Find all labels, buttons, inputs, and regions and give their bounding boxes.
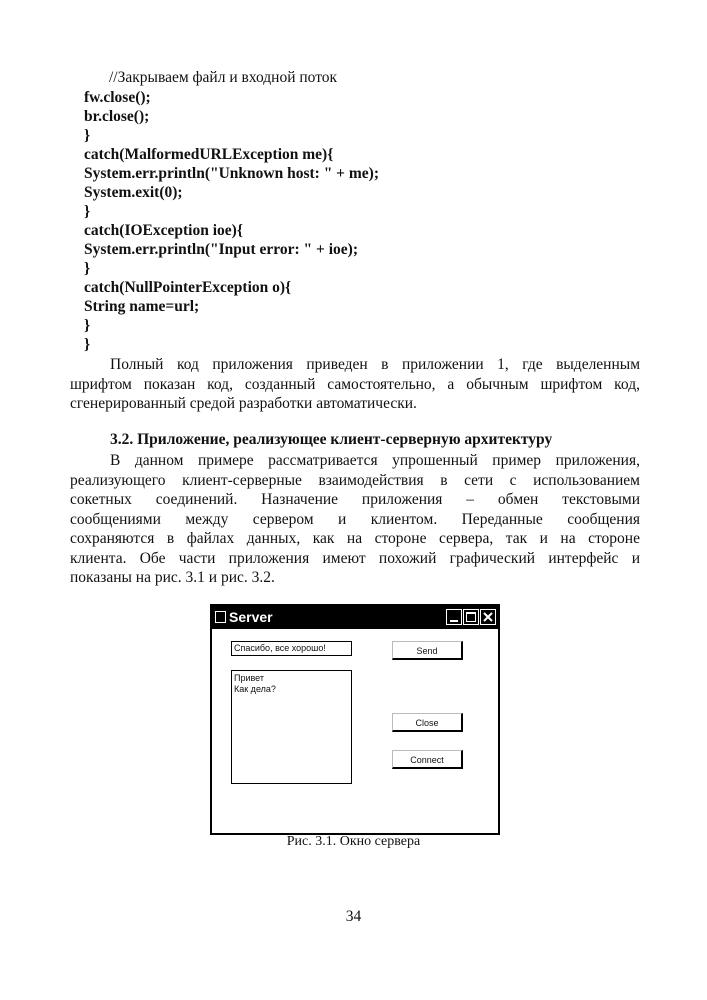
send-button[interactable]: Send <box>392 641 463 660</box>
paragraph-code-note <box>70 355 640 414</box>
code-line: } <box>84 203 91 220</box>
paragraph-line: показаны на рис. 3.1 и рис. 3.2. <box>70 569 275 586</box>
section-heading: 3.2. Приложение, реализующее клиент-серверную архитектуру <box>110 431 553 448</box>
paragraph-line: сообщениями между сервером и клиентом. Переданные сообщения <box>70 510 640 528</box>
code-line: catch(NullPointerException o){ <box>84 279 292 296</box>
paragraph-line: В данном примере рассматривается упрошенный пример приложения, <box>110 452 640 469</box>
paragraph-line: шрифтом показан код, созданный самостоятельно, а обычным шрифтом код, <box>70 375 640 393</box>
page-number: 34 <box>345 908 362 925</box>
code-line: System.err.println("Input error: " + ioe); <box>84 241 359 258</box>
paragraph-description <box>70 451 640 588</box>
paragraph-line: сгенерированный средой разработки автоматически. <box>70 395 417 412</box>
paragraph-line: реализующего клиент-серверные взаимодействия в сети с использованием <box>70 471 640 489</box>
window-titlebar <box>212 606 498 629</box>
app-icon <box>215 611 226 623</box>
paragraph-line: клиента. Обе части приложения имеют похожий графический интерфейс и <box>70 549 640 567</box>
code-line: String name=url; <box>84 298 200 315</box>
code-line: System.exit(0); <box>84 184 183 201</box>
close-icon[interactable] <box>480 609 496 625</box>
message-input[interactable]: Спасибо, все хорошо! <box>231 641 352 656</box>
code-line: } <box>84 260 91 277</box>
code-line: } <box>84 336 91 353</box>
code-line: } <box>84 127 91 144</box>
paragraph-line: сохраняются в файлах данных, как на стороне сервера, так и на стороне <box>70 530 640 547</box>
code-line: br.close(); <box>84 108 150 125</box>
code-comment: //Закрываем файл и входной поток <box>109 69 338 86</box>
paragraph-line: Полный код приложения приведен в приложении 1, где выделенным <box>110 356 640 373</box>
close-button[interactable]: Close <box>392 713 463 732</box>
maximize-icon[interactable] <box>463 609 479 625</box>
connect-button[interactable]: Connect <box>392 750 463 769</box>
code-line: catch(MalformedURLException me){ <box>84 146 334 163</box>
message-line: Привет <box>234 673 265 683</box>
figure-caption: Рис. 3.1. Окно сервера <box>286 834 421 849</box>
minimize-icon[interactable] <box>446 609 462 625</box>
code-line: } <box>84 317 91 334</box>
message-line: Как дела? <box>234 684 276 694</box>
code-line: fw.close(); <box>84 89 151 106</box>
code-line: catch(IOException ioe){ <box>84 222 243 239</box>
messages-textarea[interactable] <box>231 670 352 784</box>
paragraph-line: сокетных соединений. Назначение приложения – обмен текстовыми <box>70 491 640 508</box>
window-title: Server <box>229 609 273 625</box>
code-line: System.err.println("Unknown host: " + me); <box>84 165 379 182</box>
server-window-figure <box>210 604 500 835</box>
